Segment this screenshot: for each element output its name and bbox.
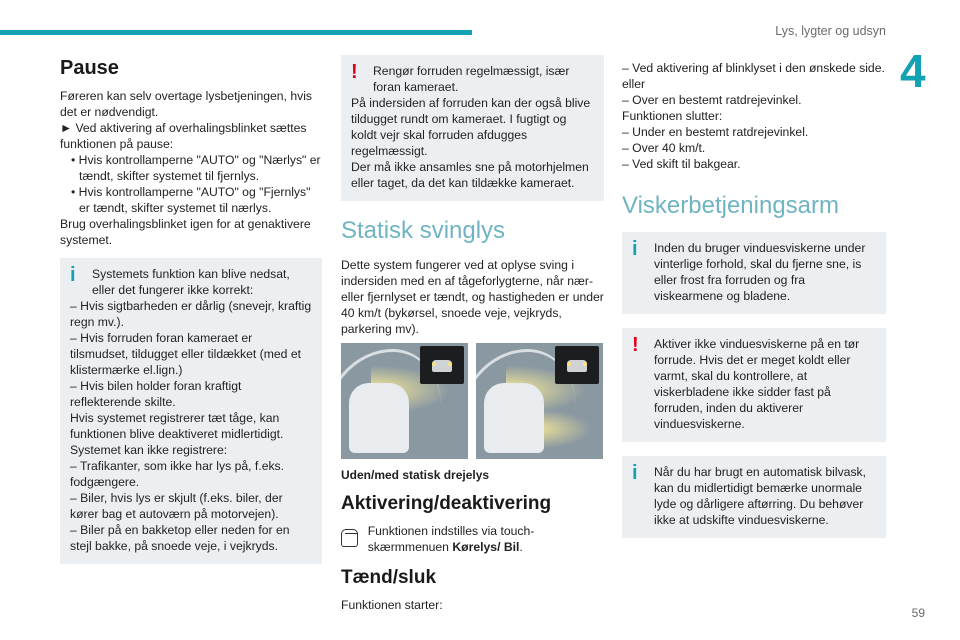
headlight-indicator-icon [555,346,599,384]
info-icon: i [632,462,638,484]
column-1 [60,55,322,578]
info-icon: i [70,264,76,286]
info-box-winter-text: Inden du bruger vinduesviskerne under vinterlige forhold, skal du fjerne sne, is eller frost fra forruden og fra viskearmene og bladene. [654,241,866,303]
function-setting-text: Funktionen indstilles via touch-skærmmenuen Kørelys/ Bil. [367,524,535,554]
info-box-winter [622,232,886,314]
column-2 [341,55,604,613]
warning-box-dry-windscreen [622,328,886,442]
section-title-wiper-stalk: Viskerbetjeningsarm [622,192,839,219]
start-condition-2: – Over en bestemt ratdrejevinkel. [622,93,802,107]
end-condition-1: – Under en bestemt ratdrejevinkel. [622,125,809,139]
headlight-indicator-icon [420,346,464,384]
pause-heading: Pause [60,57,119,79]
info-box-line-6: – Trafikanter, som ikke har lys på, f.eks. fodgængere. [70,459,285,489]
chapter-number: 4 [900,45,926,97]
subheading-activation: Aktivering/deaktivering [341,493,552,514]
section-title-static-cornering: Statisk svinglys [341,217,506,244]
function-ends-text: Funktionen slutter: [622,109,723,123]
illustration-with-cornering-light [476,343,603,459]
end-condition-3: – Ved skift til bakgear. [622,157,741,171]
function-setting [341,523,604,555]
illustration-without-cornering-light [341,343,468,459]
column-3 [622,55,886,552]
figure-caption: Uden/med statisk drejelys [341,468,490,482]
start-condition-or: eller [622,77,646,91]
pause-paragraph-2: ► Ved aktivering af overhalingsblinket sættes funktionen på pause: [60,121,307,151]
cornering-illustrations [341,343,604,459]
info-box-line-8: – Biler på en bakketop eller neden for en stejl bakke, på snoede veje, i vejkryds. [70,523,290,553]
info-box-line-3: – Hvis bilen holder foran kraftigt reflekterende skilte. [70,379,242,409]
info-box-car-wash [622,456,886,538]
info-box-limitations [60,258,322,564]
info-box-line-0: Systemets funktion kan blive nedsat, eller det fungerer ikke korrekt: [92,267,290,297]
static-cornering-paragraph: Dette system fungerer ved at oplyse sving i indersiden med en af tågeforlygterne, når nær- eller fjernlyset er tændt, og hastigheden er under 40 km/t (bykørsel, snoede veje, vejkryds, parkering mv). [341,258,604,336]
warning-icon: ! [351,61,358,83]
warning-box-line-2: Der må ikke ansamles sne på motorhjelmen eller taget, da det kan tildække kameraet. [351,160,589,190]
warning-box-camera [341,55,604,201]
info-box-car-wash-text: Når du har brugt en automatisk bilvask, kan du midlertidigt bemærke unormale lyde og dårligere aftørring. Du behøver ikke at udskifte vinduesviskerne. [654,465,867,527]
info-icon: i [632,238,638,260]
info-box-line-4: Hvis systemet registrerer tæt tåge, kan funktionen blive deaktiveret midlertidigt. [70,411,284,441]
pause-paragraph-1: Føreren kan selv overtage lysbetjeningen, hvis det er nødvendigt. [60,89,313,119]
info-box-line-1: – Hvis sigtbarheden er dårlig (snevejr, kraftig regn mv.). [70,299,312,329]
header-accent-bar [0,30,472,35]
warning-box-line-1: På indersiden af forruden kan der også blive tildugget rundt om kameraet. I fugtigt og koldt vejr skal forruden afdugges regelmæssigt. [351,96,591,158]
menu-path: Kørelys/ Bil [452,540,520,554]
info-box-line-5: Systemet kan ikke registrere: [70,443,228,457]
start-condition-1: – Ved aktivering af blinklyset i den ønskede side. [622,61,885,75]
pause-bullet-1: • Hvis kontrollamperne "AUTO" og "Nærlys" er tændt, skifter systemet til fjernlys. [71,153,321,183]
end-condition-2: – Over 40 km/t. [622,141,706,155]
pause-bullet-2: • Hvis kontrollamperne "AUTO" og "Fjernlys" er tændt, skifter systemet til nærlys. [71,185,311,215]
page-header-title: Lys, lygter og udsyn [775,24,886,38]
info-box-line-7: – Biler, hvis lys er skjult (f.eks. biler, der kører bag et autoværn på motorvejen). [70,491,283,521]
info-box-line-2: – Hvis forruden foran kameraet er tilsmudset, tildugget eller tildækket (med et klistermærke el.lign.) [70,331,301,377]
warning-box-dry-text: Aktiver ikke vinduesviskerne på en tør forrude. Hvis det er meget koldt eller varmt, skal du kontrollere, at viskerbladene ikke sidder fast på forruden, inden du aktiverer vinduesviskerne. [654,337,860,431]
page-number: 59 [911,606,925,620]
car-icon [341,529,358,547]
pause-paragraph-3: Brug overhalingsblinket igen for at genaktivere systemet. [60,217,311,247]
warning-icon: ! [632,334,639,356]
subheading-on-off: Tænd/sluk [341,567,437,588]
warning-box-line-0: Rengør forruden regelmæssigt, især foran kameraet. [373,64,570,94]
function-starts-text: Funktionen starter: [341,598,443,612]
